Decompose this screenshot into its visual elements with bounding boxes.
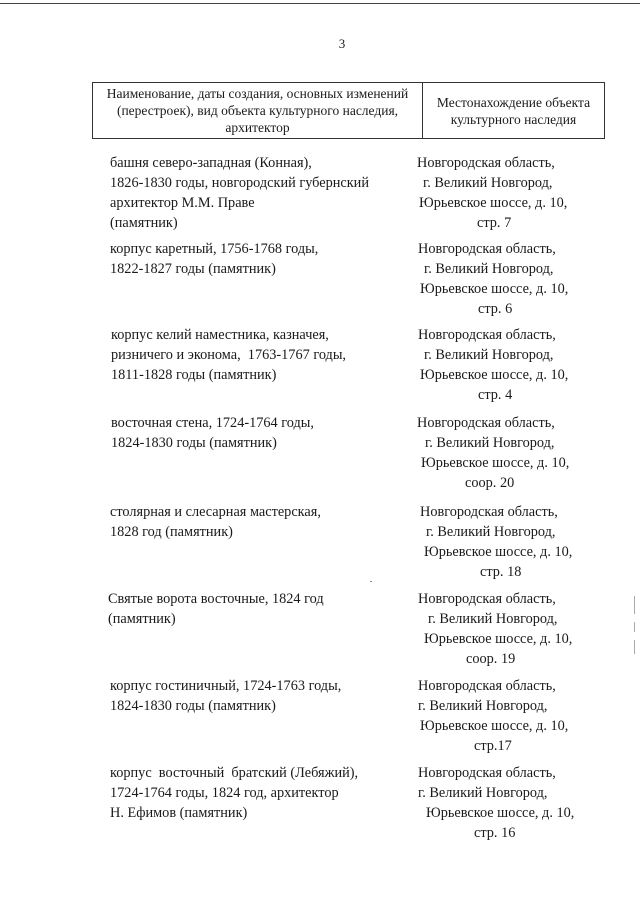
name-line: Святые ворота восточные, 1824 год — [108, 591, 324, 607]
location-line: Новгородская область, — [418, 327, 556, 343]
location-line: стр. 6 — [478, 301, 513, 317]
location-line: Новгородская область, — [418, 765, 556, 781]
row-location-cell — [418, 325, 568, 405]
location-line: стр. 16 — [474, 825, 516, 841]
location-line: соор. 20 — [465, 475, 515, 491]
row-location-cell — [418, 763, 574, 843]
row-name-cell — [110, 676, 341, 716]
location-line: Юрьевское шоссе, д. 10, — [421, 455, 570, 471]
name-line: корпус гостиничный, 1724-1763 годы, — [110, 678, 342, 694]
location-line: Юрьевское шоссе, д. 10, — [420, 367, 569, 383]
name-line: (памятник) — [110, 215, 178, 231]
table-header — [92, 82, 605, 139]
name-line: ризничего и эконома, 1763-1767 годы, — [111, 347, 347, 363]
name-line: корпус каретный, 1756-1768 годы, — [110, 241, 319, 257]
location-line: г. Великий Новгород, — [426, 524, 556, 540]
row-location-cell — [418, 589, 572, 669]
name-line: столярная и слесарная мастерская, — [110, 504, 321, 520]
location-line: стр. 18 — [480, 564, 522, 580]
row-location-cell — [417, 153, 567, 233]
scan-edge-mark — [634, 596, 635, 614]
name-line: 1811-1828 годы (памятник) — [111, 367, 277, 383]
name-line: 1724-1764 годы, 1824 год, архитектор — [110, 785, 339, 801]
location-line: Юрьевское шоссе, д. 10, — [419, 195, 568, 211]
name-line: 1826-1830 годы, новгородский губернский — [110, 175, 369, 191]
top-border-line — [0, 3, 640, 4]
location-line: г. Великий Новгород, — [418, 785, 548, 801]
name-line: 1824-1830 годы (памятник) — [111, 435, 277, 451]
page-number: 3 — [338, 36, 346, 51]
scan-edge-mark — [634, 622, 635, 632]
name-line: корпус восточный братский (Лебяжий), — [110, 765, 359, 781]
location-line: стр. 4 — [478, 387, 513, 403]
row-location-cell — [420, 502, 572, 582]
name-line: 1824-1830 годы (памятник) — [110, 698, 276, 714]
name-line: (памятник) — [108, 611, 176, 627]
location-line: стр.17 — [474, 738, 512, 754]
row-name-cell — [110, 153, 369, 233]
scan-mark — [370, 581, 372, 582]
location-line: Новгородская область, — [418, 591, 556, 607]
location-line: Новгородская область, — [420, 504, 558, 520]
location-line: Юрьевское шоссе, д. 10, — [420, 281, 569, 297]
location-line: соор. 19 — [466, 651, 516, 667]
location-line: Новгородская область, — [418, 678, 556, 694]
location-line: Юрьевское шоссе, д. 10, — [426, 805, 575, 821]
location-line: Новгородская область, — [418, 241, 556, 257]
name-line: 1828 год (памятник) — [110, 524, 233, 540]
location-line: стр. 7 — [477, 215, 512, 231]
location-line: Новгородская область, — [417, 155, 555, 171]
row-name-cell — [110, 763, 358, 823]
name-line: 1822-1827 годы (памятник) — [110, 261, 276, 277]
name-line: корпус келий наместника, казначея, — [111, 327, 329, 343]
scan-edge-mark — [634, 640, 635, 654]
header-name-column: Наименование, даты создания, основных изменений (перестроек), вид объекта культурного наследия, архитектор — [93, 83, 423, 138]
name-line: Н. Ефимов (памятник) — [110, 805, 248, 821]
location-line: г. Великий Новгород, — [424, 347, 554, 363]
location-line: г. Великий Новгород, — [425, 435, 555, 451]
row-name-cell — [110, 239, 318, 279]
location-line: г. Великий Новгород, — [424, 261, 554, 277]
name-line: архитектор М.М. Праве — [110, 195, 255, 211]
location-line: г. Великий Новгород, — [423, 175, 553, 191]
row-name-cell — [108, 589, 324, 629]
name-line: башня северо-западная (Конная), — [110, 155, 312, 171]
location-line: Юрьевское шоссе, д. 10, — [424, 544, 573, 560]
row-name-cell — [110, 502, 321, 542]
location-line: Юрьевское шоссе, д. 10, — [420, 718, 569, 734]
row-location-cell — [418, 239, 568, 319]
row-location-cell — [418, 676, 568, 756]
name-line: восточная стена, 1724-1764 годы, — [111, 415, 314, 431]
location-line: г. Великий Новгород, — [418, 698, 548, 714]
row-name-cell — [111, 413, 314, 453]
location-line: Юрьевское шоссе, д. 10, — [424, 631, 573, 647]
location-line: Новгородская область, — [417, 415, 555, 431]
row-location-cell — [417, 413, 569, 493]
header-location-column: Местонахождение объекта культурного наследия — [436, 94, 591, 127]
row-name-cell — [111, 325, 346, 385]
location-line: г. Великий Новгород, — [428, 611, 558, 627]
